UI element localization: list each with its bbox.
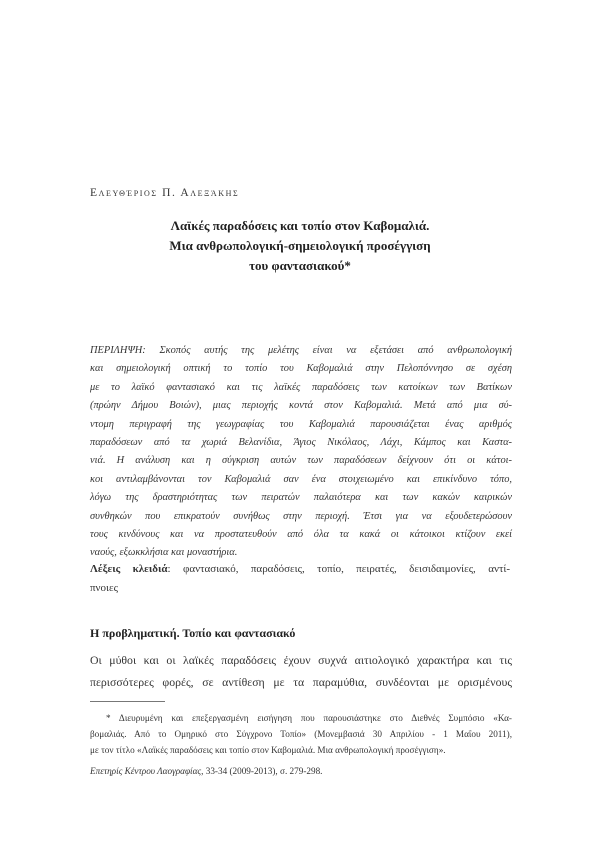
title-line-3: του φαντασιακού* xyxy=(249,258,351,273)
body-line: Οι μύθοι και οι λαϊκές παραδόσεις έχουν συχνά αιτιολογικό χαρακτήρα και τις xyxy=(90,653,512,667)
abstract xyxy=(90,342,512,563)
article-title xyxy=(90,216,510,276)
keywords-line: πνοιες xyxy=(90,582,118,594)
abstract-line: τους κινδύνους και να προστατευθούν από όλα τα κακά οι κάτοικοι κτίζουν εκεί xyxy=(90,529,512,541)
abstract-label: ΠΕΡΙΛΗΨΗ: xyxy=(90,345,146,356)
abstract-line: ΠΕΡΙΛΗΨΗ: Σκοπός αυτής της μελέτης είναι να εξετάσει από ανθρωπολογική xyxy=(90,345,512,356)
footnote-line: βομαλιάς. Από το Ομηρικό στο Σύγχρονο Τοπίο» (Μονεμβασιά 30 Απριλίου - 1 Μαΐου 2011), xyxy=(90,729,512,739)
abstract-line: λόγω της δραστηριότητας των πειρατών παλαιότερα και των κακών καιρικών xyxy=(90,492,512,504)
title-line-2: Μια ανθρωπολογική-σημειολογική προσέγγιση xyxy=(169,238,431,253)
footnote xyxy=(90,710,512,758)
footnote-line: * Διευρυμένη και επεξεργασμένη εισήγηση που παρουσιάστηκε στο Διεθνές Συμπόσιο «Κα- xyxy=(106,713,512,723)
footnote-divider xyxy=(90,701,165,702)
footnote-line: με τον τίτλο «Λαϊκές παραδόσεις και τοπίο στον Καβομαλιά. Μια ανθρωπολογική προσέγγιση». xyxy=(90,745,446,755)
abstract-line: με το λαϊκό φαντασιακό και τις λαϊκές παραδόσεις των κατοίκων των Βατίκων xyxy=(90,381,512,393)
title-line-1: Λαϊκές παραδόσεις και τοπίο στον Καβομαλιά. xyxy=(170,218,430,233)
abstract-line: παραδόσεων από τα χωριά Βελανίδια, Άγιος Νικόλαος, Λάχι, Κάμπος και Καστα- xyxy=(90,437,512,449)
body-text xyxy=(90,649,512,693)
keywords-line: Λέξεις κλειδιά: φαντασιακό, παραδόσεις, τοπίο, πειρατές, δεισιδαιμονίες, αντί- xyxy=(90,563,510,575)
abstract-line: νιά. Η ανάλυση και η σύγκριση αυτών των παραδόσεων δείχνουν ότι οι κάτοι- xyxy=(90,455,512,467)
author-name: Ελευθέριος Π. Αλεξάκης xyxy=(90,187,240,199)
citation-details: , 33-34 (2009-2013), σ. 279-298. xyxy=(201,766,323,776)
journal-name: Επετηρίς Κέντρου Λαογραφίας xyxy=(90,766,202,776)
abstract-line: κοι αντιλαμβάνονται τον Καβομαλιά σαν ένα στοιχειωμένο και επικίνδυνο τόπο, xyxy=(90,473,512,485)
journal-citation xyxy=(90,766,322,776)
section-heading: Η προβληματική. Τοπίο και φαντασιακό xyxy=(90,626,296,640)
abstract-line: συνθηκών που επικρατούν συνήθως στην περιοχή. Έτσι για να εξουδετερώσουν xyxy=(90,510,512,522)
abstract-line: ντομη περιγραφή της γεωγραφίας του Καβομαλιά παρουσιάζεται ένας αριθμός xyxy=(90,418,512,430)
abstract-line: ναούς, εξωκκλήσια και μοναστήρια. xyxy=(90,547,238,559)
keywords xyxy=(90,560,510,598)
abstract-line: (πρώην Δήμου Βοιών), μιας περιοχής κοντά στον Καβομαλιά. Μετά από μια σύ- xyxy=(90,400,512,412)
abstract-line: και σημειολογική οπτική το τοπίο του Καβομαλιά στην Πελοπόννησο σε σχέση xyxy=(90,363,512,375)
keywords-label: Λέξεις κλειδιά xyxy=(90,563,168,575)
body-line: περισσότερες φορές, σε αντίθεση με τα παραμύθια, συνδέονται με ορισμένους xyxy=(90,675,512,689)
